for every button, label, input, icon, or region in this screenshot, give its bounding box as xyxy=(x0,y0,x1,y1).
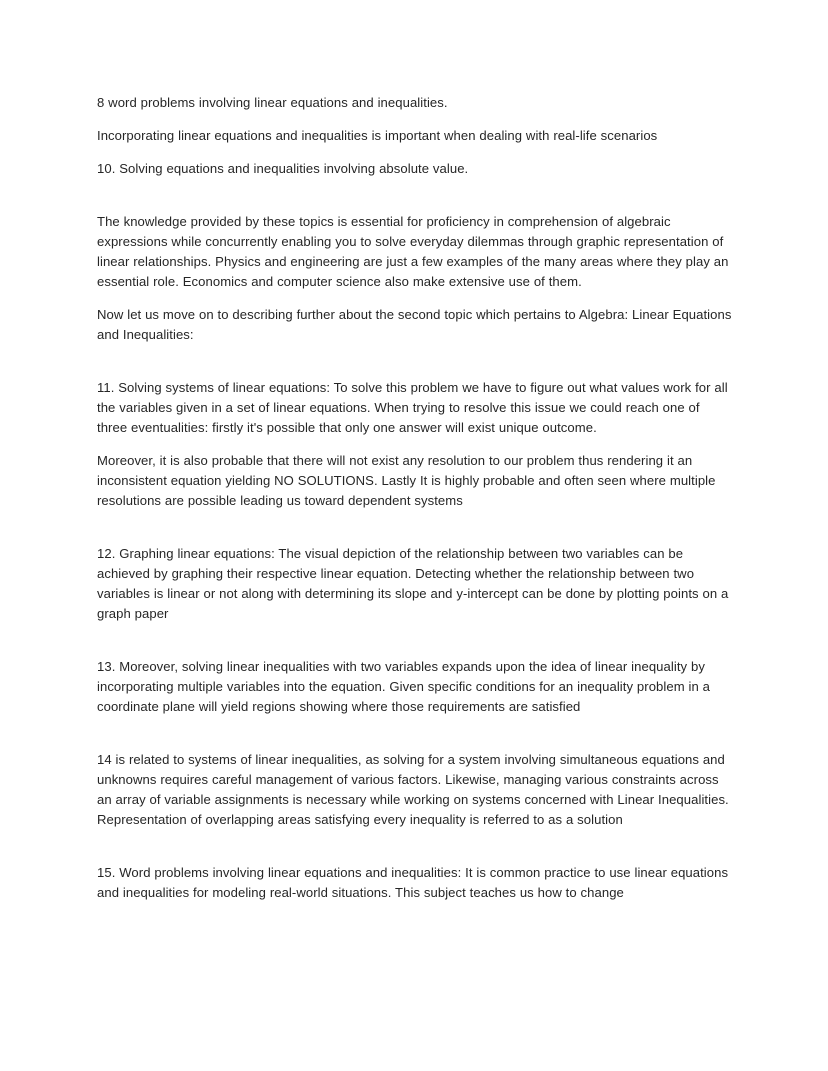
paragraph: 13. Moreover, solving linear inequalities with two variables expands upon the idea of linear inequality by incorporating multiple variables into the equation. Given specific conditions for an inequality problem in a coordinate plane will yield regions showing where those requirements are satisfied xyxy=(97,659,711,714)
section-separator xyxy=(97,624,733,657)
section-separator xyxy=(97,511,733,544)
section-separator xyxy=(97,717,733,750)
paragraph: Moreover, it is also probable that there will not exist any resolution to our problem thus rendering it an inconsistent equation yielding NO SOLUTIONS. Lastly It is highly probable and often seen where multiple resolutions are possible leading us toward dependent systems xyxy=(97,453,716,508)
paragraph: 11. Solving systems of linear equations: To solve this problem we have to figure out what values work for all the variables given in a set of linear equations. When trying to resolve this issue we could reach one of three eventualities: firstly it's possible that only one answer will exist unique outcome. xyxy=(97,380,728,435)
paragraph: Incorporating linear equations and inequalities is important when dealing with real-life scenarios xyxy=(97,128,658,143)
paragraph: Now let us move on to describing further about the second topic which pertains to Algebra: Linear Equations and Inequalities: xyxy=(97,307,732,342)
section-separator xyxy=(97,830,733,863)
paragraph: 14 is related to systems of linear inequalities, as solving for a system involving simultaneous equations and unknowns requires careful management of various factors. Likewise, managing various constraints across an array of variable assignments is necessary while working on systems concerned with Linear Inequalities. Representation of overlapping areas satisfying every inequality is referred to as a solution xyxy=(97,752,729,827)
section-separator xyxy=(97,345,733,378)
text-block-intro-list xyxy=(97,93,733,179)
section-separator xyxy=(97,179,733,212)
document-text-body xyxy=(97,93,733,903)
paragraph: The knowledge provided by these topics is essential for proficiency in comprehension of algebraic expressions while concurrently enabling you to solve everyday dilemmas through graphic representation of linear relationships. Physics and engineering are just a few examples of the many areas where they play an essential role. Economics and computer science also make extensive use of them. xyxy=(97,214,729,289)
text-block-topic-14 xyxy=(97,750,733,830)
paragraph: 15. Word problems involving linear equations and inequalities: It is common practice to use linear equations and inequalities for modeling real-world situations. This subject teaches us how to change xyxy=(97,865,729,900)
paragraph: 10. Solving equations and inequalities involving absolute value. xyxy=(97,161,469,176)
text-block-topic-15 xyxy=(97,863,733,903)
text-block-topic-12 xyxy=(97,544,733,624)
paragraph: 8 word problems involving linear equations and inequalities. xyxy=(97,95,448,110)
text-block-topic-13 xyxy=(97,657,733,717)
text-block-knowledge-summary xyxy=(97,212,733,345)
text-block-topic-11 xyxy=(97,378,733,511)
paragraph: 12. Graphing linear equations: The visual depiction of the relationship between two variables can be achieved by graphing their respective linear equation. Detecting whether the relationship between two variables is linear or not along with determining its slope and y-intercept can be done by plotting points on a graph paper xyxy=(97,546,729,621)
